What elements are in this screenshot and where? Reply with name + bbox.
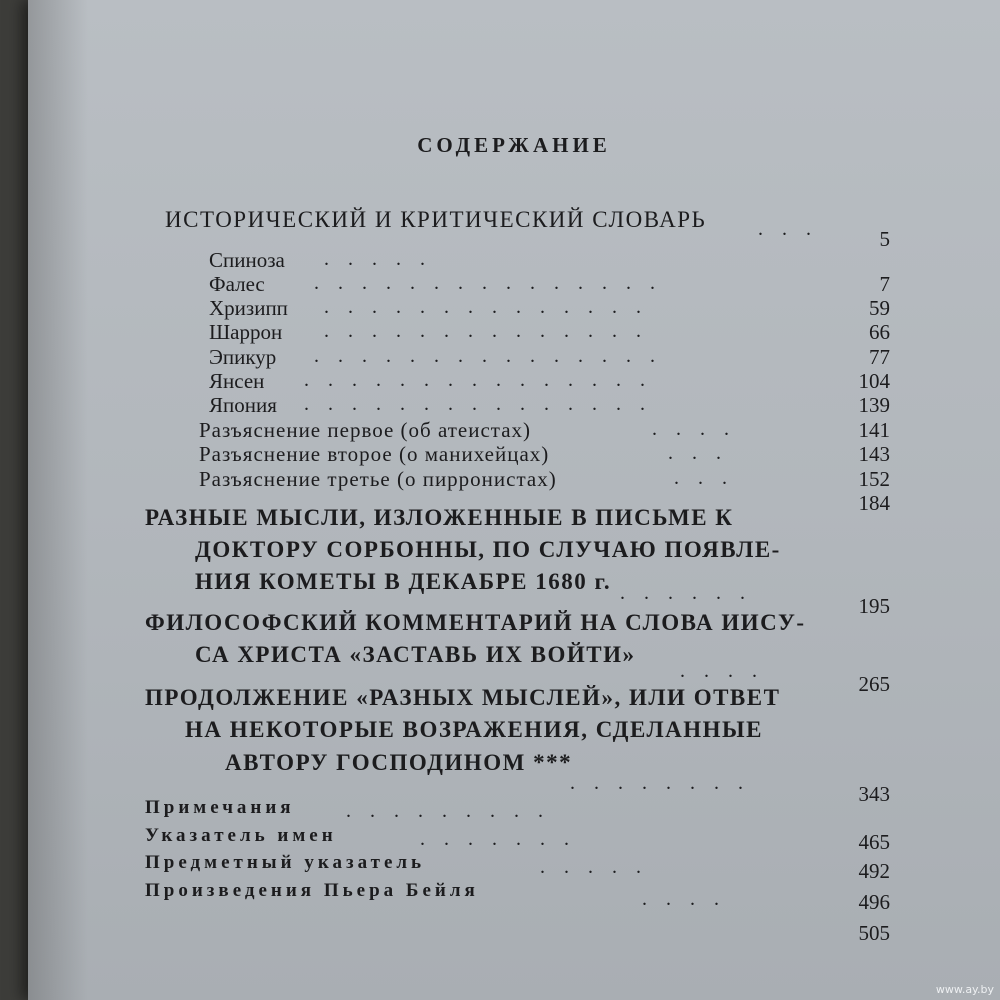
toc-work-philosophical-commentary: ФИЛОСОФСКИЙ КОММЕНТАРИЙ НА СЛОВА ИИСУ- — [145, 610, 806, 635]
leader-dots: ............... — [304, 369, 664, 391]
toc-entry-epicurus: Эпикур — [209, 345, 277, 369]
toc-work-continuation-line2: НА НЕКОТОРЫЕ ВОЗРАЖЕНИЯ, СДЕЛАННЫЕ — [185, 717, 763, 742]
page-number: 465 — [858, 830, 890, 854]
page-number: 59 — [869, 296, 890, 320]
page-number: 141 — [858, 418, 890, 442]
page-number: 505 — [858, 921, 890, 945]
toc-work-continuation-line3: АВТОРУ ГОСПОДИНОМ *** — [225, 750, 573, 775]
toc-work-various-thoughts: РАЗНЫЕ МЫСЛИ, ИЗЛОЖЕННЫЕ В ПИСЬМЕ К — [145, 505, 734, 530]
toc-work-philosophical-commentary-line2: СА ХРИСТА «ЗАСТАВЬ ИХ ВОЙТИ» — [195, 642, 636, 667]
leader-dots: ............... — [304, 393, 664, 415]
book-page — [28, 0, 1000, 1000]
toc-entry-clarification-1: Разъяснение первое (об атеистах) — [199, 418, 532, 442]
page-number: 343 — [858, 782, 890, 806]
page-number: 143 — [858, 442, 890, 466]
toc-entry-clarification-2: Разъяснение второе (о манихейцах) — [199, 442, 550, 466]
page-number: 104 — [858, 369, 890, 393]
toc-entry-spinoza: Спиноза — [209, 248, 285, 272]
page-number: 184 — [858, 491, 890, 515]
toc-work-various-thoughts-line2: ДОКТОРУ СОРБОННЫ, ПО СЛУЧАЮ ПОЯВЛЕ- — [195, 537, 781, 562]
leader-dots: ............... — [314, 272, 674, 294]
leader-dots: ... — [668, 442, 740, 464]
leader-dots: ....... — [420, 828, 588, 850]
leader-dots: ..... — [540, 856, 660, 878]
leader-dots: ............... — [314, 345, 674, 367]
toc-entry-clarification-3: Разъяснение третье (о пирронистах) — [199, 467, 557, 491]
toc-entry-chrysippus: Хризипп — [209, 296, 288, 320]
page-number: 195 — [858, 594, 890, 618]
toc-entry-japan: Япония — [209, 393, 277, 417]
toc-work-various-thoughts-line3: НИЯ КОМЕТЫ В ДЕКАБРЕ 1680 г. — [195, 569, 612, 594]
page-number: 77 — [869, 345, 890, 369]
toc-subject-index: Предметный указатель — [145, 852, 426, 873]
page-number: 496 — [858, 890, 890, 914]
page-number: 265 — [858, 672, 890, 696]
page-number: 492 — [858, 859, 890, 883]
toc-entry-jansen: Янсен — [209, 369, 265, 393]
watermark: www.ay.by — [935, 983, 994, 996]
page-number: 139 — [858, 393, 890, 417]
leader-dots: .... — [642, 888, 738, 910]
toc-entry-thales: Фалес — [209, 272, 265, 296]
page-title: СОДЕРЖАНИЕ — [417, 133, 611, 157]
toc-work-continuation: ПРОДОЛЖЕНИЕ «РАЗНЫХ МЫСЛЕЙ», ИЛИ ОТВЕТ — [145, 685, 781, 710]
page-number: 7 — [879, 272, 890, 296]
page-number: 5 — [879, 227, 890, 251]
section-title-dictionary: ИСТОРИЧЕСКИЙ И КРИТИЧЕСКИЙ СЛОВАРЬ — [165, 207, 707, 232]
toc-entry-charron: Шаррон — [209, 320, 283, 344]
leader-dots: ........ — [570, 772, 762, 794]
leader-dots: ...... — [620, 582, 764, 604]
leader-dots: ... — [674, 467, 746, 489]
leader-dots: .... — [652, 418, 748, 440]
leader-dots: ... — [758, 218, 830, 240]
leader-dots: .... — [680, 660, 776, 682]
toc-notes: Примечания — [145, 797, 295, 818]
leader-dots: .............. — [324, 296, 660, 318]
page-number: 66 — [869, 320, 890, 344]
leader-dots: ..... — [324, 248, 444, 270]
toc-name-index: Указатель имен — [145, 825, 337, 846]
toc-bayle-works: Произведения Пьера Бейля — [145, 880, 479, 901]
leader-dots: ......... — [346, 800, 562, 822]
leader-dots: .............. — [324, 320, 660, 342]
page-number: 152 — [858, 467, 890, 491]
